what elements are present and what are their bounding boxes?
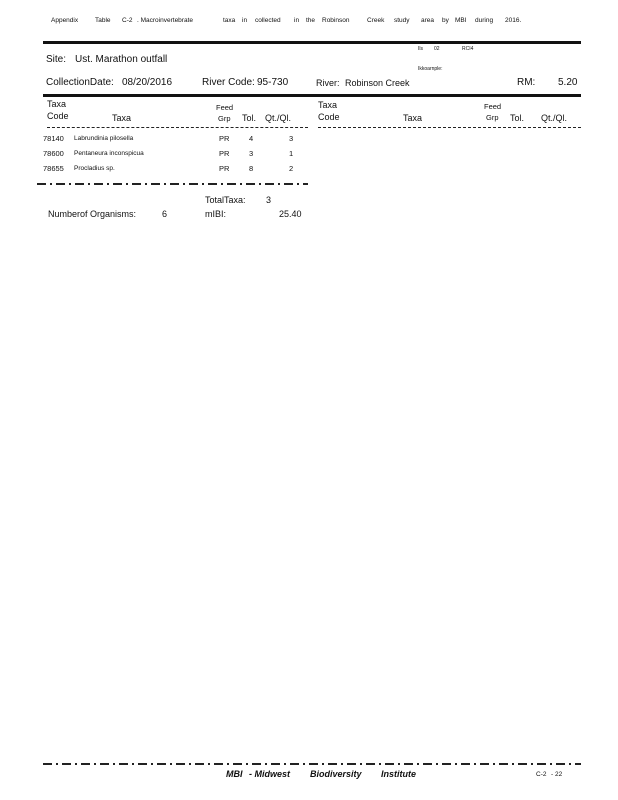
caption-word: Appendix xyxy=(51,17,79,24)
col-feed: Grp xyxy=(218,114,231,123)
caption-word: area xyxy=(421,17,435,24)
page-number: - 22 xyxy=(551,771,563,778)
row-qt: 1 xyxy=(289,149,294,158)
col-taxa-code: Taxa xyxy=(47,99,67,109)
row-code: 78600 xyxy=(43,149,64,158)
col-tol: Tol. xyxy=(242,113,257,123)
organisms-value: 6 xyxy=(162,209,168,219)
col-qt: Qt./Ql. xyxy=(265,113,292,123)
rm-label: RM: xyxy=(517,77,536,88)
collection-date-value: 08/20/2016 xyxy=(122,77,173,88)
footer-org-word: Institute xyxy=(381,769,416,779)
column-rule xyxy=(47,127,308,128)
row-tol: 8 xyxy=(249,164,254,173)
caption-word: the xyxy=(306,17,316,24)
small-code: RCI4 xyxy=(462,46,474,52)
row-tol: 4 xyxy=(249,134,254,143)
row-qt: 3 xyxy=(289,134,294,143)
small-code: 02 xyxy=(434,46,440,52)
river-value: Robinson Creek xyxy=(345,78,410,88)
rm-value: 5.20 xyxy=(558,77,578,88)
caption-word: . Macroinvertebrate xyxy=(137,17,193,24)
footer-rule xyxy=(43,763,581,765)
row-feed: PR xyxy=(219,134,230,143)
col-tol: Tol. xyxy=(510,113,525,123)
page-number: C-2 xyxy=(536,771,547,778)
collection-date-label: CollectionDate: xyxy=(46,77,114,88)
col-qt: Qt./Ql. xyxy=(541,113,568,123)
header-rule xyxy=(43,94,581,97)
river-label: River: xyxy=(316,78,340,88)
row-tol: 3 xyxy=(249,149,254,158)
caption-word: MBI xyxy=(455,17,467,24)
row-taxa: Procladius sp. xyxy=(74,165,115,172)
river-code-value: 95-730 xyxy=(257,77,289,88)
row-code: 78655 xyxy=(43,164,64,173)
caption-word: Table xyxy=(95,17,111,24)
caption-word: in xyxy=(294,17,300,24)
caption-word: collected xyxy=(255,17,281,24)
row-taxa: Labrundinia pilosella xyxy=(74,135,134,142)
col-taxa-code: Taxa xyxy=(318,100,338,110)
row-feed: PR xyxy=(219,149,230,158)
row-feed: PR xyxy=(219,164,230,173)
caption-word: taxa xyxy=(223,17,236,24)
site-value: Ust. Marathon outfall xyxy=(75,54,168,65)
caption-word: Creek xyxy=(367,17,385,24)
site-label: Site: xyxy=(46,54,67,65)
caption-word: C-2 xyxy=(122,17,133,24)
mibi-label: mIBI: xyxy=(205,209,227,219)
header-rule xyxy=(43,41,581,44)
river-code-label: River Code: xyxy=(202,77,255,88)
organisms-label: Numberof Organisms: xyxy=(48,209,137,219)
mibi-value: 25.40 xyxy=(279,209,302,219)
row-code: 78140 xyxy=(43,134,64,143)
small-code: Ils xyxy=(418,46,423,52)
col-taxa: Taxa xyxy=(112,113,132,123)
total-taxa-label: TotalTaxa: xyxy=(205,195,246,205)
col-taxa-code: Code xyxy=(47,111,69,121)
footer-org-word: Biodiversity xyxy=(310,769,362,779)
total-taxa-value: 3 xyxy=(266,195,272,205)
row-taxa: Pentaneura inconspicua xyxy=(74,150,144,157)
caption-word: during xyxy=(475,17,494,24)
row-qt: 2 xyxy=(289,164,294,173)
col-taxa: Taxa xyxy=(403,113,423,123)
small-note: Ikkoarnple: xyxy=(418,66,443,72)
caption-word: study xyxy=(394,17,410,24)
caption-word: by xyxy=(442,17,449,24)
col-taxa-code: Code xyxy=(318,112,340,122)
col-feed: Grp xyxy=(486,113,499,122)
table-end-rule xyxy=(37,183,308,185)
caption-word: Robinson xyxy=(322,17,350,24)
caption-word: in xyxy=(242,17,248,24)
column-rule xyxy=(318,127,581,128)
col-feed: Feed xyxy=(216,103,234,112)
footer-org-word: - Midwest xyxy=(249,769,291,779)
footer-org-abbrev: MBI xyxy=(226,769,243,779)
col-feed: Feed xyxy=(484,102,502,111)
caption-word: 2016. xyxy=(505,17,522,24)
